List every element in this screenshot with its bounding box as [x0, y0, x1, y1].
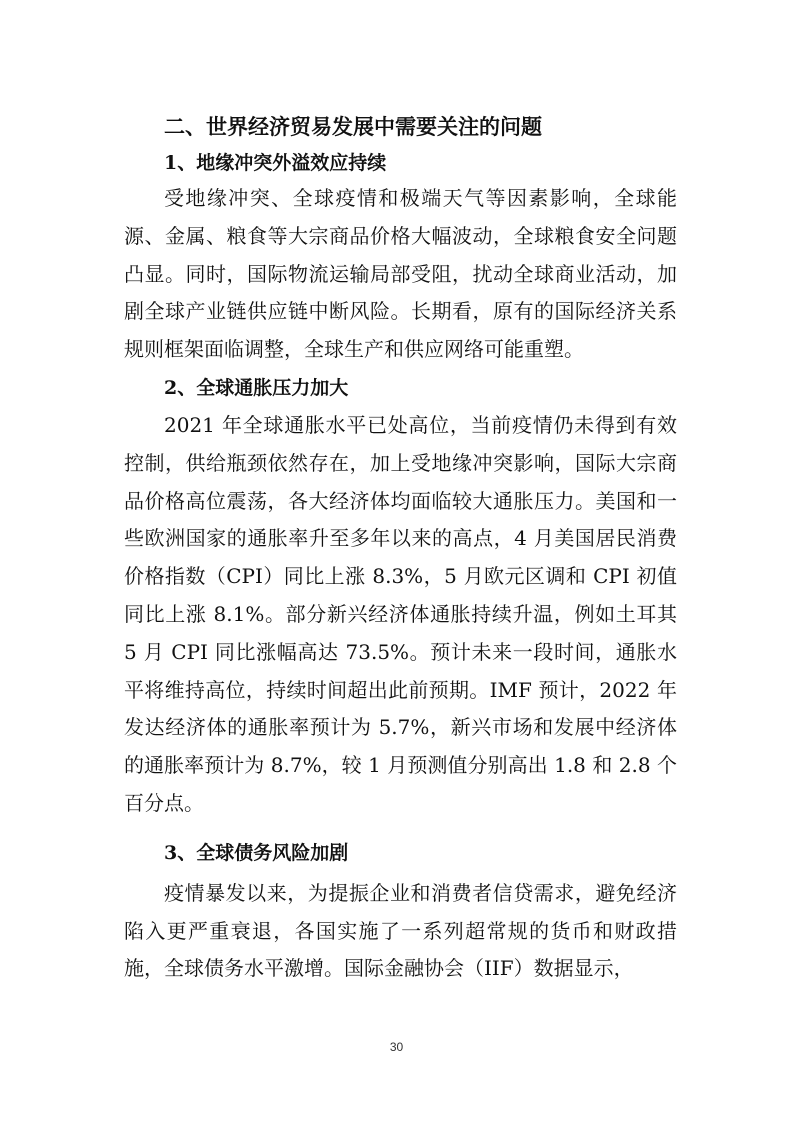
page-number: 30 — [389, 1040, 404, 1054]
paragraph-2: 2021 年全球通胀水平已处高位，当前疫情仍未得到有效控制，供给瓶颈依然存在，加上受地缘冲突影响，国际大宗商品价格高位震荡，各大经济体均面临较大通胀压力。美国和一些欧洲国家的通胀率升至多年以来的高点，4 月美国居民消费价格指数（CPI）同比上涨 8.3%，5 月欧元区调和 CPI 初值同比上涨 8.1%。部分新兴经济体通胀持续升温，例如土耳其 5 月 CPI 同比涨幅高达 73.5%。预计未来一段时间，通胀水平将维持高位，持续时间超出此前预期。IMF 预计，2022 年发达经济体的通胀率预计为 5.7%，新兴市场和发展中经济体的通胀率预计为 8.7%，较 1 月预测值分别高出 1.8 和 2.8 个百分点。 — [124, 412, 677, 815]
subsection-heading-2: 2、全球通胀压力加大 — [164, 376, 349, 399]
subsection-heading-3: 3、全球债务风险加剧 — [164, 841, 349, 864]
document-body — [124, 108, 677, 988]
paragraph-1: 受地缘冲突、全球疫情和极端天气等因素影响，全球能源、金属、粮食等大宗商品价格大幅波动，全球粮食安全问题凸显。同时，国际物流运输局部受阻，扰动全球商业活动，加剧全球产业链供应链中断风险。长期看，原有的国际经济关系规则框架面临调整，全球生产和供应网络可能重塑。 — [124, 186, 677, 362]
section-title: 二、世界经济贸易发展中需要关注的问题 — [164, 115, 542, 139]
subsection-heading-1: 1、地缘冲突外溢效应持续 — [164, 152, 387, 174]
paragraph-3: 疫情暴发以来，为提振企业和消费者信贷需求，避免经济陷入更严重衰退，各国实施了一系列超常规的货币和财政措施，全球债务水平激增。国际金融协会（IIF）数据显示， — [124, 880, 677, 981]
